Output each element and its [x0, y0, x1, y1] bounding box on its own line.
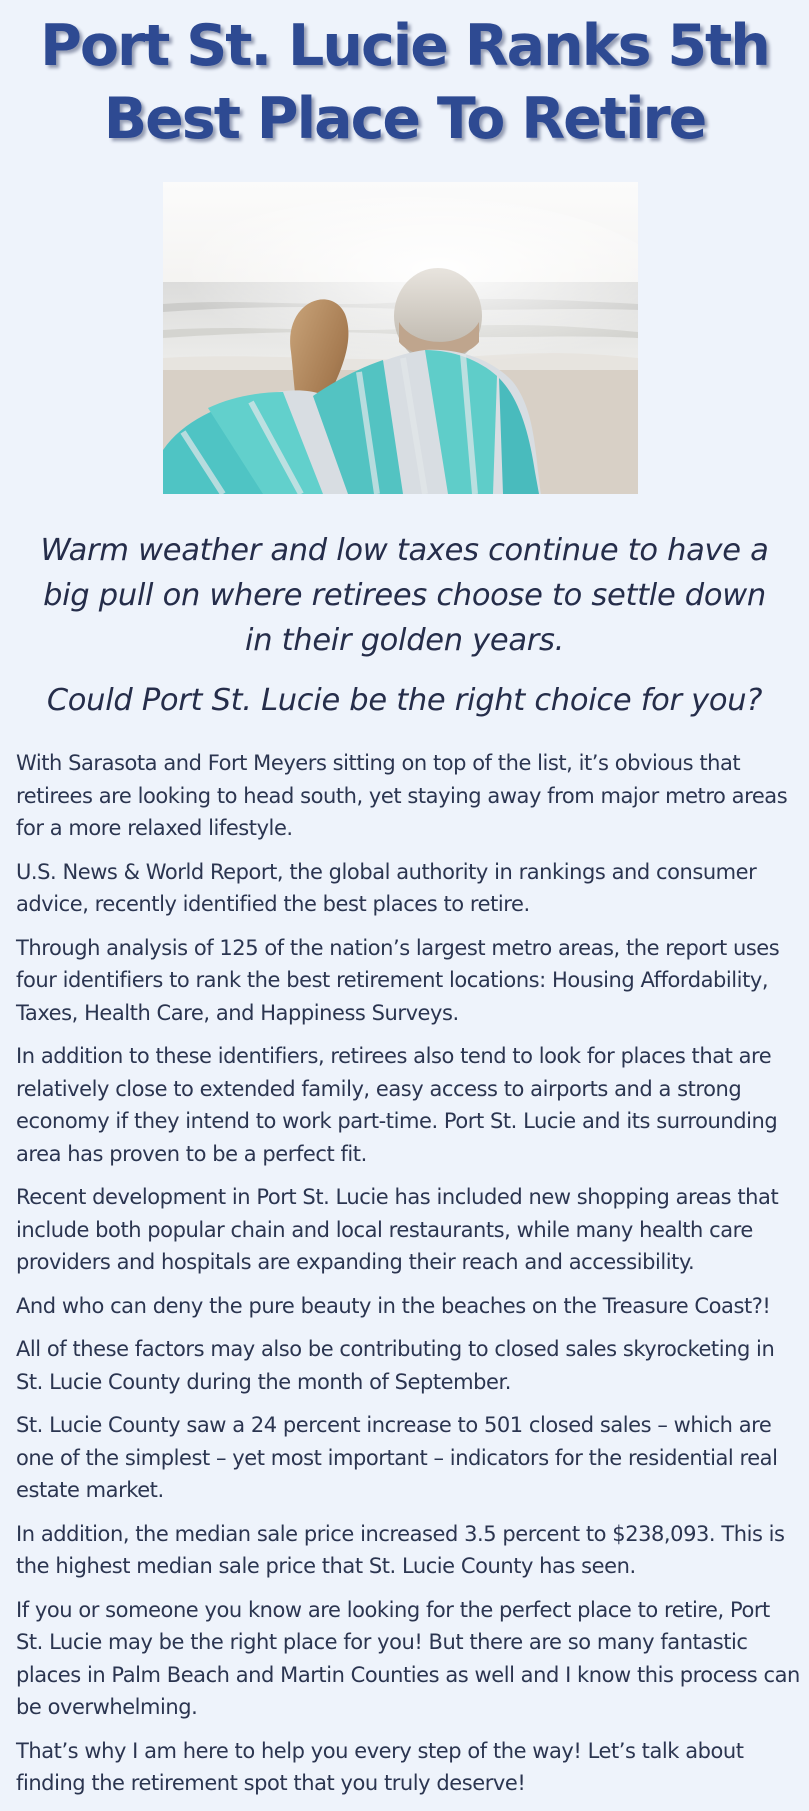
body-paragraph: Recent development in Port St. Lucie has included new shopping areas that include both popular chain and local restaurants, while many health care providers and hospitals are expanding their reach and accessibility.: [16, 1185, 779, 1274]
beach-couple-photo: [163, 182, 638, 494]
body-paragraph: That’s why I am here to help you every step of the way! Let’s talk about finding the retirement spot that you truly deserve!: [16, 1738, 744, 1795]
body-paragraph: In addition, the median sale price increased 3.5 percent to $238,093. This is the highest median sale price that St. Lucie County has seen.: [16, 1521, 785, 1578]
body-paragraph: St. Lucie County saw a 24 percent increase to 501 closed sales – which are one of the simplest – yet most important – indicators for the residential real estate market.: [16, 1413, 778, 1502]
body-paragraph: Through analysis of 125 of the nation’s largest metro areas, the report uses four identifiers to rank the best retirement locations: Housing Affordability, Taxes, Health Care, and Happiness Surveys.: [16, 935, 780, 1025]
article-lede: Warm weather and low taxes continue to have a big pull on where retirees choose to settle down in their golden years.: [40, 533, 769, 658]
body-paragraph: If you or someone you know are looking for the perfect place to retire, Port St. Lucie may be the right place for you! But there are so many fantastic places in Palm Beach and Martin Counties as well and I know this process can be overwhelming.: [16, 1597, 800, 1719]
article-title: [0, 10, 809, 156]
body-paragraph: And who can deny the pure beauty in the beaches on the Treasure Coast?!: [16, 1293, 771, 1318]
article-body: [16, 747, 801, 1811]
body-paragraph: U.S. News & World Report, the global authority in rankings and consumer advice, recently identified the best places to retire.: [16, 859, 757, 916]
title-line-1: Port St. Lucie Ranks 5th: [40, 13, 769, 79]
article-question: Could Port St. Lucie be the right choice for you?: [46, 683, 763, 718]
body-paragraph: With Sarasota and Fort Meyers sitting on top of the list, it’s obvious that retirees are looking to head south, yet staying away from major metro areas for a more relaxed lifestyle.: [16, 751, 788, 840]
title-line-2: Best Place To Retire: [103, 86, 706, 152]
body-paragraph: In addition to these identifiers, retirees also tend to look for places that are relatively close to extended family, easy access to airports and a strong economy if they intend to work part-time. Port St. Lucie and its surrounding area has proven to be a perfect fit.: [16, 1044, 778, 1166]
body-paragraph: All of these factors may also be contributing to closed sales skyrocketing in St. Lucie County during the month of September.: [16, 1337, 775, 1394]
